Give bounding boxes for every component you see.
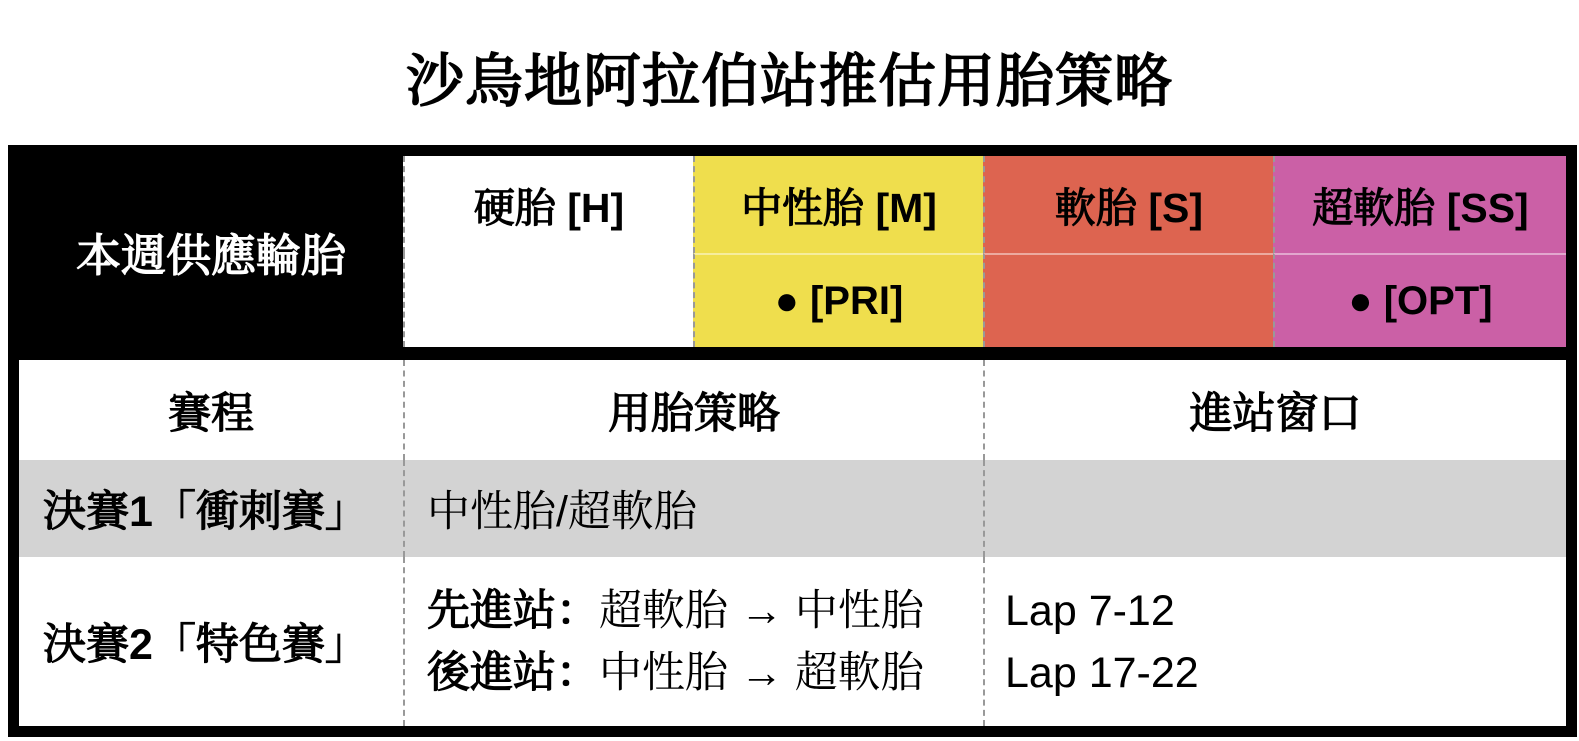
header-tire-medium xyxy=(693,156,983,253)
pit-window-line-2: Lap 17-22 xyxy=(1005,648,1199,697)
header-supply-label: 本週供應輪胎 xyxy=(75,230,346,281)
tire-medium-label: 中性胎 [M] xyxy=(741,185,937,231)
strategy-late-text: 中性胎 → 超軟胎 xyxy=(599,648,924,697)
column-header-pit-window xyxy=(983,360,1566,460)
row-feature-strategy xyxy=(403,557,983,726)
header-tire-supersoft xyxy=(1273,156,1566,253)
column-header-schedule xyxy=(19,360,403,460)
tire-soft-label: 軟胎 [S] xyxy=(1054,185,1204,231)
column-header-schedule-label: 賽程 xyxy=(168,389,254,438)
tire-strategy-table xyxy=(8,145,1577,737)
tire-hard-label: 硬胎 [H] xyxy=(473,185,625,231)
row-feature-pit-window xyxy=(983,557,1566,726)
row-sprint-strategy xyxy=(403,460,983,557)
header-supply-cell xyxy=(19,156,403,347)
badge-hard-empty xyxy=(403,253,693,347)
badge-pri-label: ● [PRI] xyxy=(774,278,904,323)
badge-opt xyxy=(1273,253,1566,347)
row-feature-schedule xyxy=(19,557,403,726)
row-sprint-schedule xyxy=(19,460,403,557)
tire-supersoft-label: 超軟胎 [SS] xyxy=(1312,185,1529,231)
strategy-line-early xyxy=(427,580,924,642)
row-sprint-strategy-text: 中性胎/超軟胎 xyxy=(427,488,697,536)
strategy-line-late xyxy=(427,642,924,704)
row-sprint-pit-window xyxy=(983,460,1566,557)
header-tire-hard xyxy=(403,156,693,253)
strategy-early-label: 先進站： xyxy=(427,586,599,635)
column-header-strategy xyxy=(403,360,983,460)
header-tire-soft xyxy=(983,156,1273,253)
header-body-divider xyxy=(19,347,1566,360)
column-header-pit-window-label: 進站窗口 xyxy=(1189,389,1362,438)
strategy-early-text: 超軟胎 → 中性胎 xyxy=(599,586,924,635)
badge-soft-empty xyxy=(983,253,1273,347)
row-sprint-schedule-label: 決賽1「衝刺賽」 xyxy=(43,488,368,536)
badge-opt-label: ● [OPT] xyxy=(1348,278,1493,323)
page-title: 沙烏地阿拉伯站推估用胎策略 xyxy=(405,48,1173,114)
strategy-late-label: 後進站： xyxy=(427,648,599,697)
column-header-strategy-label: 用胎策略 xyxy=(608,389,780,438)
pit-window-line-1: Lap 7-12 xyxy=(1005,586,1175,635)
badge-pri xyxy=(693,253,983,347)
row-feature-schedule-label: 決賽2「特色賽」 xyxy=(43,621,368,669)
